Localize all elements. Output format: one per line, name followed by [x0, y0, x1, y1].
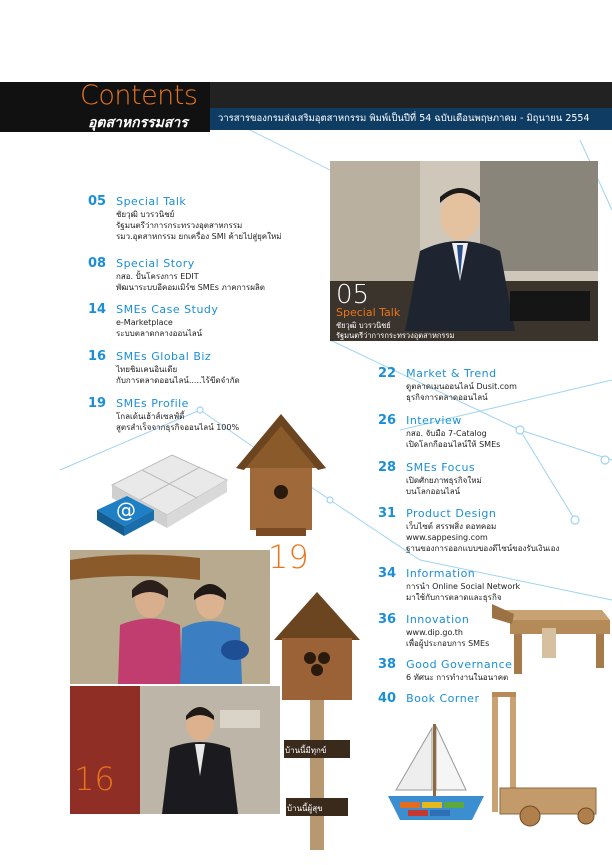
- brand-logo-text: อุตสาหกรรมสาร: [88, 115, 188, 131]
- sign-1-text: บ้านนี้มีทุกข์: [285, 746, 327, 755]
- svg-text:@: @: [116, 498, 136, 522]
- toc-description-line: ชัยวุฒิ บวรวนิชย์: [116, 210, 175, 219]
- toc-section-title: Innovation: [406, 613, 470, 626]
- toc-description-line: www.dip.go.th: [406, 628, 463, 637]
- toc-description-line: 6 ทัศนะ การทำงานในอนาคต: [406, 673, 509, 682]
- toc-description-line: กับการตลาดออนไลน์.....ไร้ขีดจำกัด: [116, 376, 240, 385]
- toc-description-line: e-Marketplace: [116, 318, 173, 327]
- toc-page-number: 28: [378, 460, 397, 475]
- feature-photo-number: 05: [336, 280, 370, 310]
- toc-description-line: โกลเด้นเฮ้าส์เซลฟ์ตี้: [116, 412, 185, 421]
- toc-section-title: SMEs Profile: [116, 397, 189, 410]
- toc-entry-innovation[interactable]: [378, 612, 489, 649]
- toc-description-line: ธุรกิจการตลาดออนไลน์: [406, 393, 488, 402]
- toc-entry-interview[interactable]: [378, 413, 500, 450]
- feature-photo-section: Special Talk: [336, 306, 401, 319]
- toc-entry-special-talk[interactable]: [88, 194, 282, 242]
- header-description: วารสารของกรมส่งเสริมอุตสาหกรรม พิมพ์เป็นปีที่ 54 ฉบับเดือนพฤษภาคม - มิถุนายน 2554: [218, 113, 590, 124]
- sign-2-text: บ้านนี้ผู้สุข: [287, 804, 323, 813]
- toc-page-number: 31: [378, 506, 397, 521]
- toc-section-title: Product Design: [406, 507, 497, 520]
- toc-entry-smes-global-biz[interactable]: [88, 349, 240, 386]
- toc-description-line: กสอ. จับมือ 7-Catalog: [406, 429, 487, 438]
- toc-section-title: Information: [406, 567, 476, 580]
- toc-page-number: 22: [378, 366, 397, 381]
- header-top-strip: [210, 82, 612, 108]
- feature-photo-caption-name: ชัยวุฒิ บวรวนิชย์: [336, 321, 391, 330]
- toc-description-line: www.sappesing.com: [406, 533, 488, 542]
- toc-entry-smes-case-study[interactable]: [88, 302, 218, 339]
- toc-description-line: เว็บไซต์ สรรพสิ่ง ดอทคอม: [406, 522, 497, 531]
- toc-description-line: สูตรสำเร็จจากธุรกิจออนไลน์ 100%: [116, 423, 240, 432]
- toc-entry-smes-profile[interactable]: [88, 396, 239, 433]
- wooden-bench-illustration: [492, 590, 612, 680]
- page-marker-16: 16: [74, 760, 115, 798]
- toc-description-line: พัฒนาระบบอีคอมเมิร์ซ SMEs ภาคการผลิต: [116, 283, 266, 292]
- toc-description-line: การนำ Online Social Network: [406, 582, 521, 591]
- toc-description-line: รมว.อุตสาหกรรม ยกเครื่อง SMI ค้ายไปสู่ยุคใหม่: [116, 232, 282, 241]
- toc-page-number: 38: [378, 657, 397, 672]
- toc-description-line: เปิดโลกกีออนไลน์ให้ SMEs: [406, 440, 501, 449]
- sailboat-illustration: [388, 722, 484, 828]
- feature-photo-caption-role: รัฐมนตรีว่าการกระทรวงอุตสาหกรรม: [336, 331, 455, 340]
- toc-section-title: Book Corner: [406, 692, 480, 705]
- toc-page-number: 14: [88, 302, 107, 317]
- toc-page-number: 34: [378, 566, 397, 581]
- page-title: Contents: [80, 80, 198, 111]
- toc-description-line: กสอ. ปั้นโครงการ EDIT: [116, 272, 199, 281]
- toc-section-title: Special Story: [116, 257, 195, 270]
- toc-section-title: Market & Trend: [406, 367, 497, 380]
- toc-page-number: 05: [88, 194, 107, 209]
- toc-description-line: ไทยชิมเคนอินเดีย: [116, 365, 178, 374]
- wooden-cart-illustration: [490, 690, 600, 830]
- toc-page-number: 40: [378, 691, 397, 706]
- toc-entry-special-story[interactable]: [88, 256, 265, 293]
- toc-entry-product-design[interactable]: [378, 506, 559, 554]
- toc-description-line: ระบบตลาดกลางออนไลน์: [116, 329, 203, 338]
- page-marker-19: 19: [268, 538, 309, 576]
- toc-entry-smes-focus[interactable]: [378, 460, 482, 497]
- puzzle-email-illustration: [92, 440, 232, 540]
- two-women-illustration: [70, 550, 270, 684]
- toc-section-title: SMEs Case Study: [116, 303, 219, 316]
- toc-section-title: Special Talk: [116, 195, 187, 208]
- toc-description-line: ดูตลาดเมนออนไลน์ Dusit.com: [406, 382, 517, 391]
- toc-description-line: มาใช้กับการตลาดและธุรกิจ: [406, 593, 502, 602]
- toc-section-title: SMEs Global Biz: [116, 350, 212, 363]
- toc-page-number: 08: [88, 256, 107, 271]
- toc-description-line: เปิดศักยภาพธุรกิจใหม่: [406, 476, 482, 485]
- toc-page-number: 19: [88, 396, 107, 411]
- birdhouse-illustration: [236, 410, 326, 540]
- toc-description-line: รัฐมนตรีว่าการกระทรวงอุตสาหกรรม: [116, 221, 243, 230]
- toc-page-number: 16: [88, 349, 107, 364]
- toc-section-title: Interview: [406, 414, 462, 427]
- toc-entry-market-trend[interactable]: [378, 366, 517, 403]
- toc-page-number: 26: [378, 413, 397, 428]
- toc-description-line: บนโลกออนไลน์: [406, 487, 461, 496]
- toc-page-number: 36: [378, 612, 397, 627]
- toc-description-line: เพื่อผู้ประกอบการ SMEs: [406, 639, 490, 648]
- toc-section-title: Good Governance: [406, 658, 513, 671]
- toc-section-title: SMEs Focus: [406, 461, 476, 474]
- toc-description-line: ฐานของการออกแบบของดีไซน์ของรับเงินเอง: [406, 544, 560, 553]
- toc-entry-book-corner[interactable]: [378, 691, 479, 706]
- photo-two-women: [70, 550, 270, 684]
